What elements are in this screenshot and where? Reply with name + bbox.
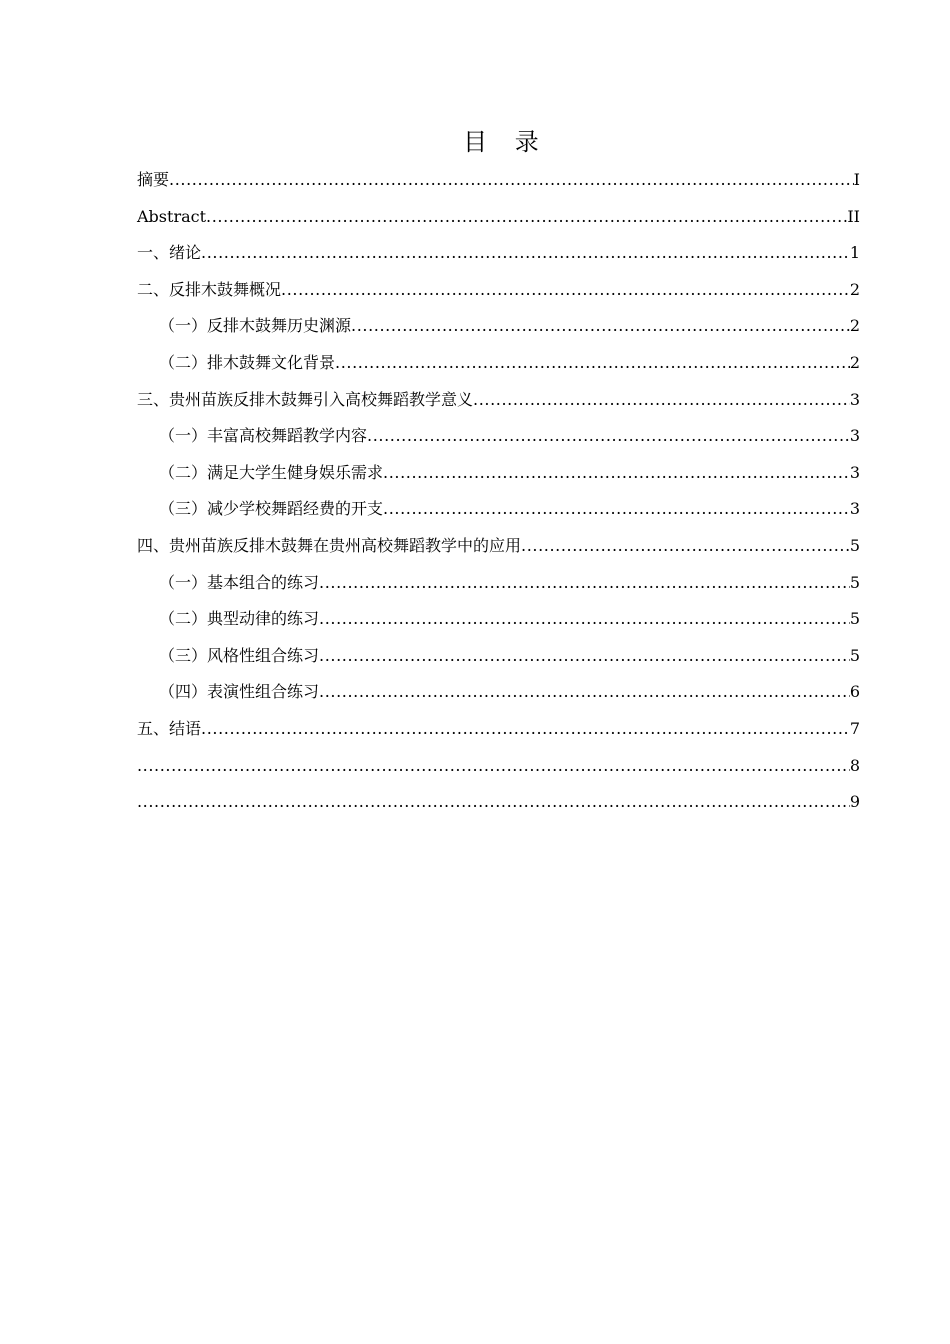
toc-entry[interactable]	[137, 272, 860, 309]
toc-title: 目 录	[463, 128, 549, 156]
toc-entry[interactable]	[137, 748, 860, 785]
toc-entry[interactable]	[137, 418, 860, 455]
toc-entry-label: 摘要	[137, 170, 170, 189]
toc-dot-leader	[367, 418, 850, 454]
toc-entry-page-number: 3	[849, 426, 860, 446]
toc-dot-leader	[169, 162, 854, 198]
toc-entry-page-number: 8	[849, 755, 860, 775]
toc-entry-page-number: 3	[849, 462, 860, 482]
toc-entry-label: （二）排木鼓舞文化背景	[159, 352, 336, 372]
toc-dot-leader	[521, 528, 850, 564]
toc-entry-page-number: II	[847, 206, 860, 226]
toc-entry-label: Abstract	[137, 206, 207, 226]
toc-list	[137, 162, 860, 821]
toc-entry-page-number: 2	[849, 279, 860, 299]
toc-dot-leader	[206, 199, 847, 235]
toc-entry-label: （一）丰富高校舞蹈教学内容	[159, 426, 368, 446]
toc-entry[interactable]	[137, 784, 860, 821]
toc-entry[interactable]	[137, 382, 860, 419]
toc-entry[interactable]	[137, 528, 860, 565]
toc-entry-label: 三、贵州苗族反排木鼓舞引入高校舞蹈教学意义	[137, 389, 474, 409]
toc-entry-label: 五、结语	[137, 718, 202, 738]
toc-dot-leader	[335, 345, 850, 381]
toc-entry-label: 二、反排木鼓舞概况	[137, 279, 282, 299]
toc-entry[interactable]	[137, 491, 860, 528]
toc-entry-page-number: 5	[849, 645, 860, 665]
toc-entry-label: （一）基本组合的练习	[159, 572, 320, 592]
toc-dot-leader	[281, 272, 850, 308]
toc-entry-page-number: 2	[849, 316, 860, 336]
toc-entry[interactable]	[137, 345, 860, 382]
toc-entry-page-number: I	[853, 170, 860, 189]
toc-dot-leader	[201, 235, 850, 271]
toc-dot-leader	[383, 491, 850, 527]
toc-entry-page-number: 9	[849, 792, 860, 812]
toc-dot-leader	[351, 308, 850, 344]
toc-entry[interactable]	[137, 711, 860, 748]
toc-entry[interactable]	[137, 674, 860, 711]
toc-entry-page-number: 3	[849, 499, 860, 519]
toc-entry[interactable]	[137, 162, 860, 199]
toc-entry-page-number: 5	[849, 572, 860, 592]
toc-entry[interactable]	[137, 235, 860, 272]
toc-dot-leader	[319, 601, 850, 637]
toc-dot-leader	[137, 784, 850, 820]
toc-entry-label: （三）风格性组合练习	[159, 645, 320, 665]
toc-entry-page-number: 1	[849, 243, 860, 263]
toc-dot-leader	[137, 748, 850, 784]
toc-entry[interactable]	[137, 199, 860, 236]
toc-entry-label: （三）减少学校舞蹈经费的开支	[159, 499, 384, 519]
toc-entry-label: （二）典型动律的练习	[159, 609, 320, 629]
toc-entry[interactable]	[137, 565, 860, 602]
toc-entry[interactable]	[137, 308, 860, 345]
toc-entry-label: （一）反排木鼓舞历史渊源	[159, 316, 352, 336]
toc-entry-page-number: 2	[849, 352, 860, 372]
toc-entry-page-number: 3	[849, 389, 860, 409]
toc-entry[interactable]	[137, 455, 860, 492]
toc-dot-leader	[319, 674, 850, 710]
toc-entry-label: 一、绪论	[137, 243, 202, 263]
toc-dot-leader	[383, 455, 850, 491]
toc-entry[interactable]	[137, 638, 860, 675]
toc-dot-leader	[201, 711, 850, 747]
toc-dot-leader	[473, 382, 850, 418]
toc-dot-leader	[319, 638, 850, 674]
toc-entry[interactable]	[137, 601, 860, 638]
toc-entry-page-number: 7	[849, 718, 860, 738]
toc-dot-leader	[319, 565, 850, 601]
toc-entry-page-number: 6	[849, 682, 860, 702]
toc-entry-label: 四、贵州苗族反排木鼓舞在贵州高校舞蹈教学中的应用	[137, 535, 522, 555]
toc-entry-page-number: 5	[849, 609, 860, 629]
toc-entry-label: （四）表演性组合练习	[159, 682, 320, 702]
toc-entry-label: （二）满足大学生健身娱乐需求	[159, 462, 384, 482]
toc-entry-page-number: 5	[849, 535, 860, 555]
